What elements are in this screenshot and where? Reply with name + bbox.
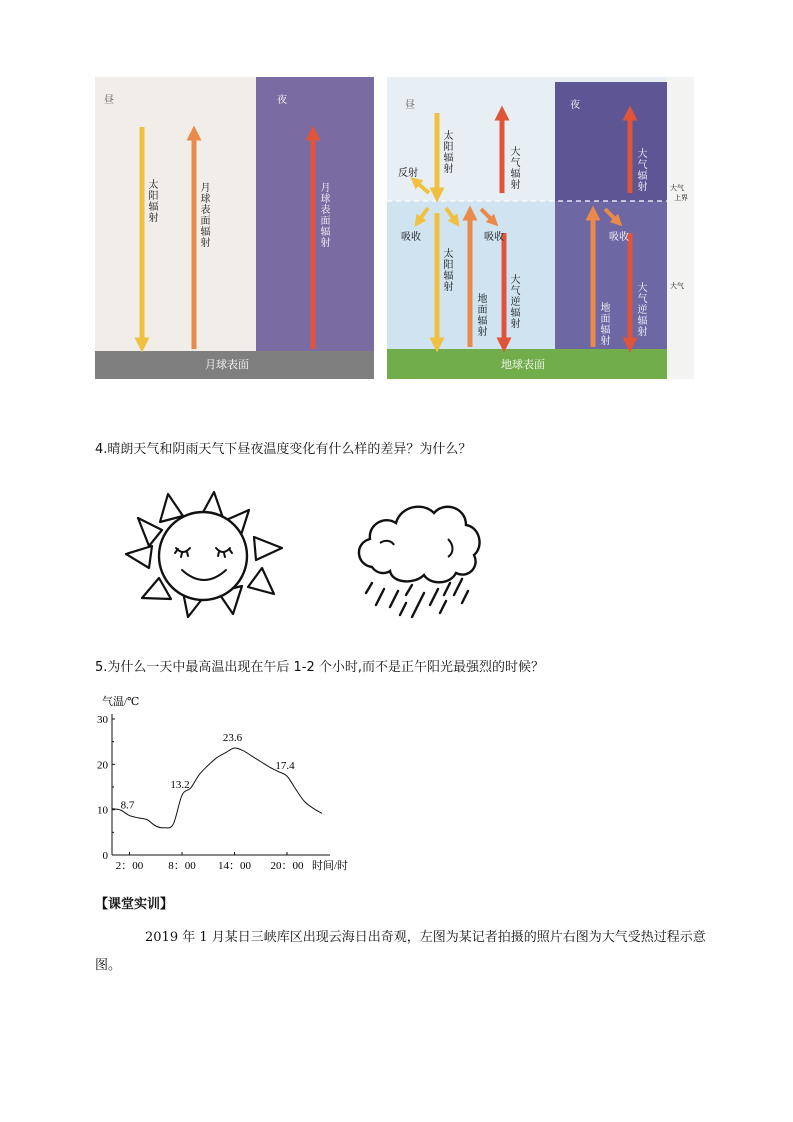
night-atm-rad-label: 大气辐射	[637, 149, 648, 193]
temperature-chart	[92, 688, 362, 878]
atm-rad-top-label: 大气辐射	[510, 147, 521, 191]
question-4: 4.晴朗天气和阴雨天气下昼夜温度变化有什么样的差异？为什么？	[95, 442, 472, 457]
absorb-arrow-right	[446, 208, 456, 222]
moon-arrows	[95, 77, 374, 379]
moon-solar-label: 太阳辐射	[148, 180, 159, 224]
moon-surface-rad-day-label: 月球表面辐射	[200, 183, 211, 249]
question-5: 5.为什么一天中最高温出现在午后 1-2 个小时,而不是正午阳光最强烈的时候？	[95, 660, 545, 675]
moon-night-label: 夜	[277, 95, 287, 106]
x-tick-label: 20：00	[270, 860, 304, 872]
x-tick-label: 14：00	[218, 860, 251, 872]
training-paragraph	[95, 924, 707, 980]
data-point-label: 13.2	[170, 779, 190, 792]
night-atm-back-label: 大气逆辐射	[637, 283, 648, 338]
data-point-label: 23.6	[222, 732, 243, 745]
absorb-left-label: 吸收	[401, 232, 421, 243]
absorb-mid-label: 吸收	[484, 232, 504, 243]
earth-night-label: 夜	[570, 100, 580, 111]
earth-ground-label: 地球表面	[501, 358, 545, 371]
night-ground-rad-label: 地面辐射	[600, 303, 611, 347]
atm-back-day-label: 大气逆辐射	[510, 275, 521, 330]
point-labels	[121, 732, 296, 812]
moon-day-label: 昼	[104, 95, 114, 106]
y-tick-label: 0	[102, 850, 108, 862]
solar-bottom-label: 太阳辐射	[443, 249, 454, 293]
absorb-arrow-left	[418, 208, 428, 222]
reflect-arrow	[415, 181, 429, 193]
sun-icon	[120, 488, 290, 620]
data-point-label: 8.7	[120, 799, 135, 812]
reflect-label: 反射	[398, 168, 418, 179]
y-tick-label: 30	[97, 714, 108, 726]
atm-label: 大气	[670, 282, 684, 290]
night-absorb-label: 吸收	[609, 232, 629, 243]
rain-cloud-icon	[350, 495, 485, 630]
moon-diagram	[95, 77, 374, 379]
earth-diagram	[387, 77, 694, 379]
training-paragraph-text: 2019 年 1 月某日三峡库区出现云海日出奇观，左图为某记者拍摄的照片右图为大气受热过程示意图。	[95, 930, 706, 973]
chart-ylabel: 气温/℃	[102, 696, 140, 708]
atm-top-label-1: 大气	[670, 184, 684, 192]
y-tick-label: 10	[97, 804, 108, 817]
earth-day-label: 昼	[405, 100, 415, 111]
chart-xlabel: 时间/时	[312, 860, 349, 872]
absorb-arrow-mid	[481, 209, 494, 222]
x-tick-label: 2：00	[115, 860, 144, 872]
night-absorb-arrow	[605, 209, 618, 222]
moon-ground-label: 月球表面	[205, 358, 249, 371]
ground-rad-day-label: 地面辐射	[477, 294, 488, 338]
section-heading: 【课堂实训】	[95, 897, 174, 912]
data-point-label: 17.4	[275, 760, 295, 773]
y-tick-label: 20	[97, 759, 108, 772]
x-tick-label: 8：00	[168, 860, 196, 872]
moon-surface-rad-night-label: 月球表面辐射	[320, 183, 331, 249]
solar-top-label: 太阳辐射	[443, 131, 454, 175]
atm-top-label-2: 上界	[674, 194, 688, 202]
